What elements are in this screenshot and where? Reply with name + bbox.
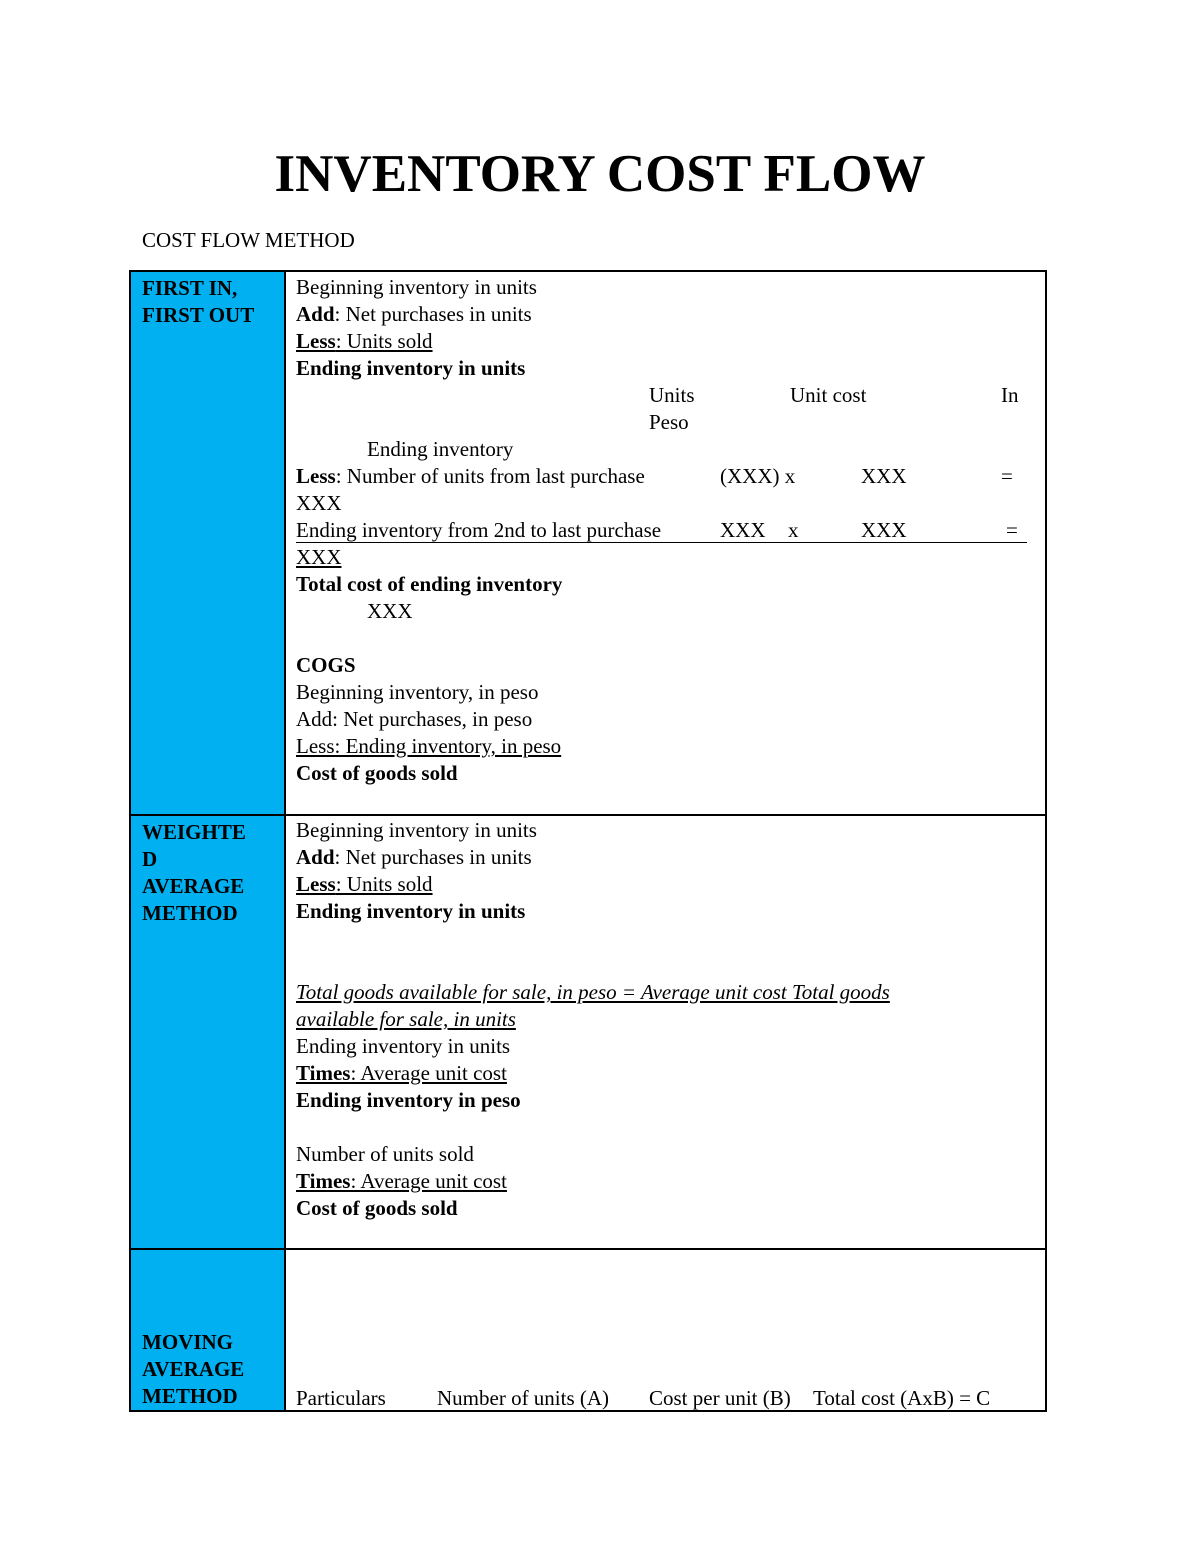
cogs-total: Cost of goods sold [296,761,458,785]
less-text: : Number of units from last purchase [335,464,645,488]
weighted-content [296,817,1027,1222]
less-keyword: Less [296,329,336,353]
less-keyword: Less [296,464,336,488]
spacer [296,1114,1027,1141]
last-purchase-units: (XXX) x [720,464,796,488]
cogs-net-purchases: Add: Net purchases, in peso [296,707,533,731]
moving-method-label [131,1250,286,1410]
fifo-label-line: FIRST OUT [142,303,255,327]
weighted-average-row [131,814,1045,1248]
fifo-ending-inventory-label [296,436,1027,463]
equals-sign: = [1006,518,1018,542]
fifo-ending-inventory-units: Ending inventory in units [296,356,526,380]
times-keyword: Times [296,1061,351,1085]
fifo-column-headers [296,382,1027,409]
less-text: : Units sold [335,872,433,896]
fifo-last-purchase-total: XXX [296,491,342,515]
weighted-ending-inventory-peso: Ending inventory in peso [296,1088,521,1112]
less-text: : Units sold [335,329,433,353]
last-purchase-cost: XXX [861,464,907,488]
average-cost-formula-line: Total goods available for sale, in peso = Average unit cost Total goods [296,980,890,1004]
spacer [296,952,1027,979]
fifo-add-line [296,301,1027,328]
times-text: : Average unit cost [350,1169,507,1193]
fifo-label-line: FIRST IN, [142,276,238,300]
cost-flow-table [129,270,1047,1412]
equals-sign: = [1001,464,1013,488]
weighted-label-line: WEIGHTE [142,820,246,844]
weighted-add-line [296,844,1027,871]
second-purchase-cost: XXX [861,518,907,542]
add-keyword: Add [296,302,335,326]
weighted-method-label [131,816,286,1248]
add-text: : Net purchases in units [334,845,532,869]
weighted-label-line: METHOD [142,901,238,925]
last-purchase-label [296,464,645,488]
second-purchase-label: Ending inventory from 2nd to last purchase [296,518,662,542]
cogs-heading: COGS [296,653,356,677]
weighted-times-line [296,1060,1027,1087]
spacer [296,625,1027,652]
weighted-label-line: D [142,847,158,871]
fifo-less-line [296,328,1027,355]
fifo-second-purchase-total: XXX [296,545,342,569]
moving-label-line: MOVING [142,1330,233,1354]
cogs-ending-inventory: Less: Ending inventory, in peso [296,734,562,758]
section-subtitle: COST FLOW METHOD [142,228,355,252]
fifo-header-peso-line [296,409,1027,436]
fifo-row [131,272,1045,814]
cogs-beginning-inventory: Beginning inventory, in peso [296,680,539,704]
average-cost-formula-line: available for sale, in units [296,1007,516,1031]
moving-content [296,1385,1027,1412]
second-purchase-units: XXX [720,518,766,542]
weighted-less-line [296,871,1027,898]
weighted-beginning-inventory: Beginning inventory in units [296,818,537,842]
col-number-of-units: Number of units (A) [437,1386,610,1410]
fifo-method-label [131,272,286,814]
weighted-ending-inventory-units-2: Ending inventory in units [296,1034,511,1058]
fifo-second-purchase-line [296,517,1027,544]
fifo-beginning-inventory: Beginning inventory in units [296,275,537,299]
spacer [296,925,1027,952]
fifo-content [296,274,1027,787]
header-peso: Peso [649,410,689,434]
moving-label-line: METHOD [142,1384,238,1408]
col-cost-per-unit: Cost per unit (B) [649,1386,791,1410]
fifo-last-purchase-line [296,463,1027,490]
weighted-times-line [296,1168,1027,1195]
add-keyword: Add [296,845,335,869]
times-keyword: Times [296,1169,351,1193]
moving-label-line: AVERAGE [142,1357,245,1381]
fifo-total-cost-value-line [296,598,1027,625]
weighted-cost-of-goods-sold: Cost of goods sold [296,1196,458,1220]
weighted-ending-inventory-units: Ending inventory in units [296,899,526,923]
ending-inventory-label: Ending inventory [367,437,514,461]
total-cost-value: XXX [367,599,413,623]
page-title: INVENTORY COST FLOW [274,145,926,203]
add-text: : Net purchases in units [334,302,532,326]
weighted-units-sold: Number of units sold [296,1142,474,1166]
header-units: Units [649,383,695,407]
header-unit-cost: Unit cost [790,383,867,407]
weighted-label-line: AVERAGE [142,874,245,898]
less-keyword: Less [296,872,336,896]
col-total-cost: Total cost (AxB) = C [813,1386,991,1410]
header-in: In [1001,383,1019,407]
multiply-sign: x [788,518,799,542]
times-text: : Average unit cost [350,1061,507,1085]
moving-column-headers [296,1385,1027,1412]
fifo-total-cost-label: Total cost of ending inventory [296,572,563,596]
col-particulars: Particulars [296,1386,386,1410]
moving-average-row [131,1248,1045,1410]
